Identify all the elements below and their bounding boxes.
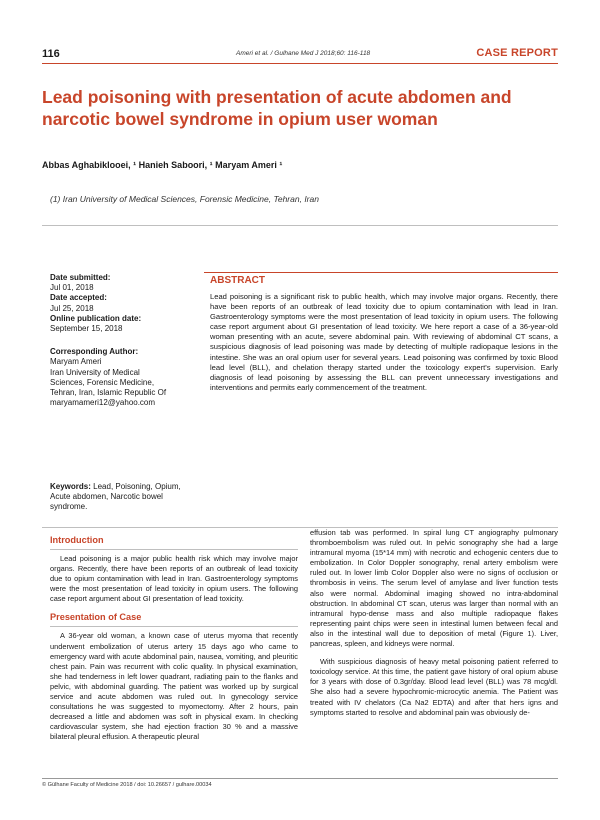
keywords-block [50,482,190,513]
body-column-right [310,528,558,718]
body-column-left [50,535,298,743]
accepted-label: Date accepted: [50,293,107,303]
footer-divider [42,778,558,779]
footer-copyright: © Gülhane Faculty of Medicine 2018 / doi: 10.26657 / gulhare.00034 [42,782,212,788]
article-title: Lead poisoning with presentation of acute abdomen and narcotic bowel syndrome in opium user woman [42,87,512,129]
keywords-text: Lead, Poisoning, Opium, Acute abdomen, Narcotic bowel syndrome. [50,482,181,512]
title-divider [42,225,558,226]
submitted-date: Jul 01, 2018 [50,283,94,293]
abstract-divider [204,272,558,273]
case-presentation-heading: Presentation of Case [50,612,142,623]
submitted-label: Date submitted: [50,273,111,282]
case-presentation-paragraph: A 36-year old woman, a known case of uterus myoma that recently underwent embolization of uterus artery 15 days ago who came to emergency ward with acute abdominal pain, nausea, vomiting, and pleuritic chest pain. Pain was recurrent with colic quality. In physical examination, she had tenderness in left lower quadrant, radiating pain to the flanks and pelvic, with abdominal guarding. The patient was worked up by surgical service and acute abdomen was ruled out. In gynecology service consultations he was suggested to myomectomy. After 2 hours, pain decreased a little and abdomen was soft in physical exam. In checking cardiovascular system, she had ejection fraction 30 % and a massive bilateral pleural effusion. A therapeutic pleural [50,631,298,742]
case-treatment-paragraph: With suspicious diagnosis of heavy metal poisoning patient referred to toxicology service. At this time, the patient gave history of oral opium abuse for 3 years with dose of 0.3gr/day. Blood lead level (BLL) was 78 mcg/dl. She also had a severe hypochromic-microcytic anemia. The Patient was treated with IV chelators (Ca Na2 EDTA) and after that hers igns and symptoms started to resolve and abdominal pain was obviously de- [310,657,558,717]
published-label: Online publication date: [50,313,142,323]
accepted-date: Jul 25, 2018 [50,303,94,313]
corresponding-author-address-line: Tehran, Iran, Islamic Republic Of [50,388,167,398]
corresponding-author-name: Maryam Ameri [50,357,102,367]
keywords-label: Keywords: [50,482,91,491]
corresponding-author-address-line: Iran University of Medical [50,367,140,377]
introduction-paragraph: Lead poisoning is a major public health risk which may involve major organs. Recently, there have been reports of an outbreak of lead toxicity due to opium contamination with lead in Iran. Gastroenterology symptoms were the most presentation of lead toxicity in opium users. The following case report argument about GI presentation of lead toxicity. [50,554,298,604]
corresponding-author-email[interactable]: maryamameri12@yahoo.com [50,398,156,408]
author-affiliation: (1) Iran University of Medical Sciences, Forensic Medicine, Tehran, Iran [50,194,319,204]
article-type-label: CASE REPORT [476,47,558,59]
corresponding-author-label: Corresponding Author: [50,347,139,357]
section-divider [50,549,298,550]
author-list: Abbas Aghabiklooei, ¹ Hanieh Saboori, ¹ Maryam Ameri ¹ [42,160,283,170]
section-divider [50,626,298,627]
abstract-heading: ABSTRACT [210,275,265,286]
journal-reference: Ameri et al. / Gulhane Med J 2018;60: 116-118 [236,50,371,57]
introduction-heading: Introduction [50,535,104,545]
article-info-sidebar [50,273,190,408]
published-date: September 15, 2018 [50,324,123,334]
header-divider [42,63,558,64]
case-continuation-paragraph: effusion tab was performed. In spiral lung CT angiography pulmonary thromboembolism was ruled out. In pelvic sonography she had a large intramural myoma (15*14 mm) with necrotic and echogenic centers due to embolization. In Color Doppler sonography, renal artery embolism were ruled out. In lower limb Color Doppler also were no signs of occlusion or thrombosis in veins. The serum level of amylase and liver function tests also were normal. Abdominal imaging showed no intra-abdominal obstruction. In abdominal CT scan, uterus was larger than normal with an intramural hypo-dense mass and also multiple radiopaque flakes representing paint chips were seen in intestinal lumen between fecal and also in the intestinal wall due to deposition of metal (Figure 1). Liver, pancreas, spleen, and kidneys were normal. [310,528,558,649]
corresponding-author-address-line: Sciences, Forensic Medicine, [50,377,155,387]
abstract-text: Lead poisoning is a significant risk to public health, which may involve major organs. Recently, there have been reports of an outbreak of lead toxicity due to opium contamination with lead in Iran. Gastroenterology symptoms were the most presentation of lead toxicity in opium users. The following case report argument about GI presentation of lead toxicity. We here report a case of a 36-year-old woman presenting with an acute, severe abdominal pain. With reviewing of abdominal CT scans, a suspicious diagnosis of lead poisoning was made by detecting of multiple radiopaque lesions in the intestine. She was an oral opium user for several years. Lead poisoning was confirmed by toxic Blood lead level (BLL), and chelation therapy started under the toxicology expert's supervision. Early diagnosis of lead poisoning by assessing the BLL can prevent unnecessary investigations and interventions and permits early commencement of the treatment. [210,292,558,392]
page-number: 116 [42,48,60,60]
